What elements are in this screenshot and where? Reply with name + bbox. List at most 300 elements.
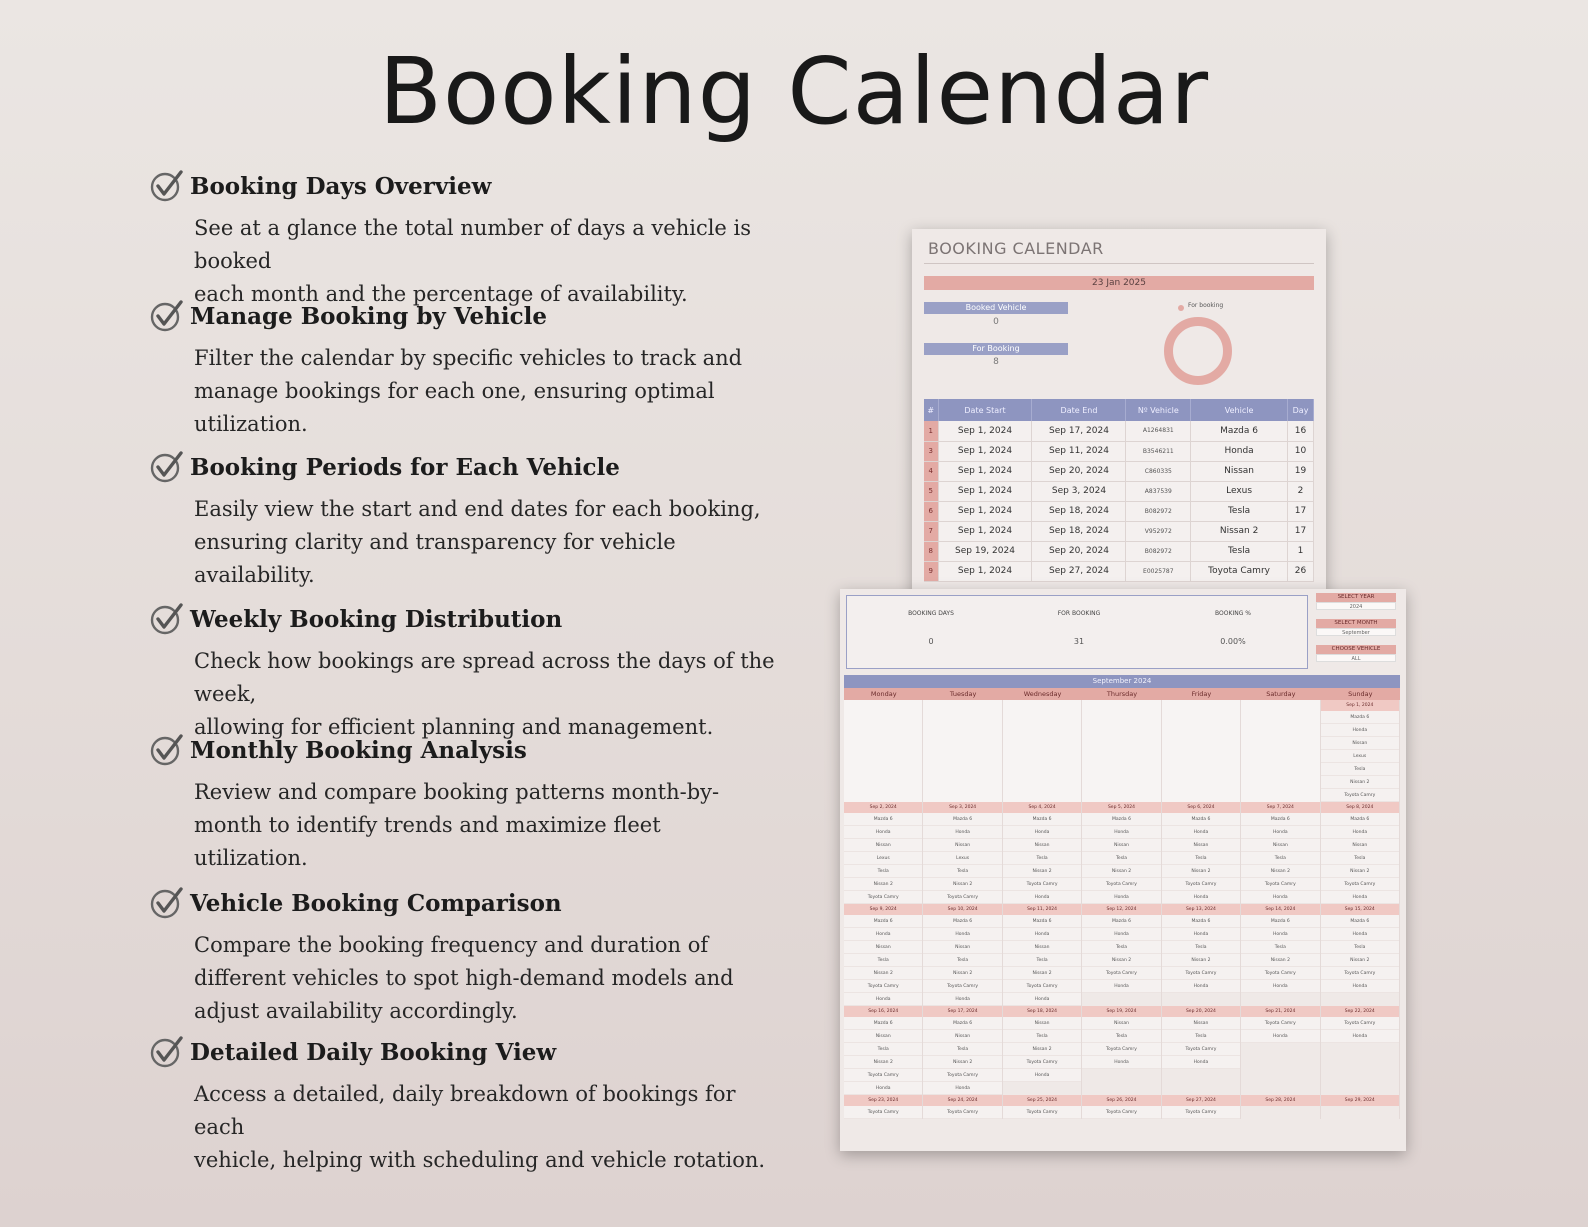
day-booking-item: Toyota Camry (1241, 1017, 1319, 1030)
day-booking-item: Toyota Camry (1241, 967, 1319, 980)
kpi-label: BOOKING DAYS (908, 610, 954, 617)
feature-header (150, 298, 790, 334)
table-cell: B082972 (1126, 541, 1191, 561)
calendar-day[interactable] (923, 1006, 1002, 1095)
feature-description-line: See at a glance the total number of days a vehicle is booked (194, 216, 752, 273)
day-booking-item: Honda (1082, 928, 1160, 941)
feature-description (194, 776, 790, 875)
day-booking-item: Nissan 2 (1082, 865, 1160, 878)
day-booking-item: Nissan 2 (923, 878, 1001, 891)
kpi-box (846, 595, 1308, 669)
feature-item (150, 601, 790, 744)
table-cell: Nissan 2 (1191, 521, 1288, 541)
page-title: Booking Calendar (378, 38, 1210, 145)
day-booking-item: Honda (1082, 891, 1160, 904)
day-booking-item: Toyota Camry (1321, 789, 1399, 802)
feature-header (150, 1034, 790, 1070)
table-row (924, 461, 1314, 481)
day-booking-item: Mazda 6 (844, 915, 922, 928)
calendar-day[interactable] (1162, 802, 1241, 904)
feature-title: Booking Days Overview (190, 172, 492, 200)
feature-description-line: Check how bookings are spread across the days of the week, (194, 649, 775, 706)
day-date: Sep 25, 2024 (1003, 1095, 1081, 1106)
day-booking-item: Toyota Camry (1003, 1106, 1081, 1119)
table-row (924, 501, 1314, 521)
day-booking-item: Lexus (844, 852, 922, 865)
day-booking-item: Mazda 6 (1321, 711, 1399, 724)
calendar-day[interactable] (1321, 904, 1400, 1006)
day-booking-item: Honda (844, 993, 922, 1006)
day-booking-item: Honda (1003, 1069, 1081, 1082)
calendar-day[interactable] (1162, 904, 1241, 1006)
day-booking-item: Tesla (1321, 763, 1399, 776)
calendar-day[interactable] (844, 904, 923, 1006)
table-cell: 5 (924, 481, 938, 501)
feature-description (194, 645, 790, 744)
feature-title: Detailed Daily Booking View (190, 1038, 557, 1066)
calendar-day[interactable] (1321, 1095, 1400, 1119)
calendar-day[interactable] (1321, 802, 1400, 904)
day-booking-item: Toyota Camry (844, 980, 922, 993)
day-date: Sep 8, 2024 (1321, 802, 1399, 813)
feature-description-line: Compare the booking frequency and duration of (194, 933, 709, 957)
day-booking-item: Nissan (1082, 839, 1160, 852)
table-cell: 6 (924, 501, 938, 521)
feature-description-line: different vehicles to spot high-demand models and (194, 966, 734, 990)
calendar-day[interactable] (1003, 802, 1082, 904)
feature-description-line: ensuring clarity and transparency for vehicle (194, 530, 676, 554)
feature-description-line: vehicle, helping with scheduling and vehicle rotation. (194, 1148, 766, 1172)
day-booking-item: Nissan (844, 839, 922, 852)
day-booking-item: Mazda 6 (1321, 813, 1399, 826)
table-cell: Sep 17, 2024 (1032, 421, 1126, 441)
feature-item (150, 1034, 790, 1177)
calendar-day[interactable] (1082, 802, 1161, 904)
select-year[interactable] (1316, 593, 1396, 610)
day-booking-item: Tesla (1003, 1030, 1081, 1043)
day-booking-item: Tesla (923, 1043, 1001, 1056)
day-booking-item: Toyota Camry (1321, 1017, 1399, 1030)
day-booking-item: Nissan 2 (1162, 954, 1240, 967)
calendar-day (1082, 700, 1161, 802)
day-booking-item: Honda (1321, 724, 1399, 737)
table-cell: 8 (924, 541, 938, 561)
day-booking-item: Toyota Camry (1162, 878, 1240, 891)
day-booking-item: Honda (923, 826, 1001, 839)
table-cell: Sep 18, 2024 (1032, 521, 1126, 541)
table-cell: B082972 (1126, 501, 1191, 521)
day-booking-item: Nissan (923, 941, 1001, 954)
table-cell: Sep 3, 2024 (1032, 481, 1126, 501)
day-booking-item: Tesla (923, 865, 1001, 878)
feature-description-line: Review and compare booking patterns month-by- (194, 780, 720, 804)
day-date: Sep 12, 2024 (1082, 904, 1160, 915)
day-date: Sep 3, 2024 (923, 802, 1001, 813)
day-booking-item: Mazda 6 (1321, 915, 1399, 928)
day-date: Sep 22, 2024 (1321, 1006, 1399, 1017)
day-date: Sep 27, 2024 (1162, 1095, 1240, 1106)
table-row (924, 561, 1314, 581)
day-booking-item: Nissan (923, 839, 1001, 852)
calendar-day[interactable] (1321, 1006, 1400, 1095)
calendar-week (844, 700, 1400, 802)
day-booking-item: Toyota Camry (923, 1069, 1001, 1082)
day-date: Sep 10, 2024 (923, 904, 1001, 915)
day-booking-item: Honda (844, 928, 922, 941)
day-booking-item: Honda (1241, 826, 1319, 839)
table-cell: Sep 1, 2024 (938, 461, 1032, 481)
day-booking-item: Toyota Camry (1162, 1043, 1240, 1056)
choose-vehicle-label: CHOOSE VEHICLE (1316, 645, 1396, 654)
day-booking-item: Nissan 2 (1082, 954, 1160, 967)
day-booking-item: Tesla (1162, 941, 1240, 954)
day-booking-item: Honda (1082, 980, 1160, 993)
day-date: Sep 26, 2024 (1082, 1095, 1160, 1106)
day-date: Sep 19, 2024 (1082, 1006, 1160, 1017)
day-booking-item: Honda (844, 1082, 922, 1095)
day-booking-item: Nissan 2 (1241, 954, 1319, 967)
booking-table (924, 399, 1314, 582)
table-cell: 7 (924, 521, 938, 541)
table-cell: Toyota Camry (1191, 561, 1288, 581)
column-header: Vehicle (1191, 399, 1288, 421)
calendar-day[interactable] (844, 802, 923, 904)
feature-item (150, 168, 790, 311)
day-date: Sep 11, 2024 (1003, 904, 1081, 915)
day-booking-item: Lexus (923, 852, 1001, 865)
table-cell: Tesla (1191, 541, 1288, 561)
day-booking-item: Toyota Camry (923, 980, 1001, 993)
calendar-day[interactable] (844, 1006, 923, 1095)
day-booking-item: Nissan (923, 1030, 1001, 1043)
calendar-day[interactable] (1003, 904, 1082, 1006)
day-date: Sep 9, 2024 (844, 904, 922, 915)
table-cell: V952972 (1126, 521, 1191, 541)
select-year-label: SELECT YEAR (1316, 593, 1396, 602)
day-date: Sep 16, 2024 (844, 1006, 922, 1017)
column-header: Nº Vehicle (1126, 399, 1191, 421)
calendar-day[interactable] (1082, 904, 1161, 1006)
day-booking-item: Honda (1321, 891, 1399, 904)
table-cell: A1264831 (1126, 421, 1191, 441)
table-cell: 1 (1288, 541, 1314, 561)
day-date: Sep 15, 2024 (1321, 904, 1399, 915)
calendar-week (844, 904, 1400, 1006)
day-booking-item: Nissan 2 (1162, 865, 1240, 878)
for-booking-value: 8 (993, 357, 999, 367)
table-cell: Sep 20, 2024 (1032, 541, 1126, 561)
day-booking-item: Nissan 2 (844, 878, 922, 891)
day-date: Sep 7, 2024 (1241, 802, 1319, 813)
day-booking-item: Honda (1241, 928, 1319, 941)
day-booking-item: Mazda 6 (1241, 915, 1319, 928)
feature-description-line: Filter the calendar by specific vehicles to track and (194, 346, 743, 370)
day-date: Sep 28, 2024 (1241, 1095, 1319, 1106)
calendar-day (1241, 700, 1320, 802)
day-booking-item: Tesla (1321, 852, 1399, 865)
calendar-day[interactable] (1162, 1006, 1241, 1095)
feature-item (150, 449, 790, 592)
calendar-day[interactable] (844, 1095, 923, 1119)
day-date: Sep 29, 2024 (1321, 1095, 1399, 1106)
calendar-day[interactable] (1082, 1095, 1161, 1119)
calendar-week (844, 1095, 1400, 1119)
feature-header (150, 449, 790, 485)
day-booking-item: Nissan (1003, 1017, 1081, 1030)
calendar-day[interactable] (1321, 700, 1400, 802)
day-booking-item: Toyota Camry (1321, 967, 1399, 980)
day-booking-item: Honda (1162, 891, 1240, 904)
table-cell: Mazda 6 (1191, 421, 1288, 441)
table-row (924, 481, 1314, 501)
feature-description-line: month to identify trends and maximize fleet (194, 813, 661, 837)
kpi-booking-percent (1173, 610, 1293, 646)
column-header: Date Start (938, 399, 1032, 421)
day-booking-item: Nissan (1003, 839, 1081, 852)
table-cell: 10 (1288, 441, 1314, 461)
day-date: Sep 4, 2024 (1003, 802, 1081, 813)
day-booking-item: Honda (1321, 980, 1399, 993)
day-date: Sep 1, 2024 (1321, 700, 1399, 711)
weekday-label: Monday (870, 690, 897, 698)
table-row (924, 521, 1314, 541)
day-booking-item: Nissan 2 (923, 1056, 1001, 1069)
weekday-header (844, 688, 1400, 700)
table-cell: E0025787 (1126, 561, 1191, 581)
table-row (924, 541, 1314, 561)
calendar-day[interactable] (923, 802, 1002, 904)
calendar-day (844, 700, 923, 802)
column-header: Date End (1032, 399, 1126, 421)
checkmark-icon (150, 299, 184, 333)
calendar-day[interactable] (1241, 1006, 1320, 1095)
day-booking-item: Toyota Camry (1082, 878, 1160, 891)
calendar-day[interactable] (923, 1095, 1002, 1119)
choose-vehicle[interactable] (1316, 645, 1396, 662)
feature-header (150, 885, 790, 921)
table-cell: B3546211 (1126, 441, 1191, 461)
day-booking-item: Honda (1321, 1030, 1399, 1043)
table-cell: 2 (1288, 481, 1314, 501)
day-booking-item: Nissan 2 (844, 1056, 922, 1069)
calendar-weeks (844, 700, 1400, 1119)
checkmark-icon (150, 169, 184, 203)
day-booking-item: Honda (1003, 993, 1081, 1006)
feature-title: Manage Booking by Vehicle (190, 302, 547, 330)
day-booking-item: Nissan 2 (1321, 954, 1399, 967)
day-booking-item: Nissan 2 (1321, 865, 1399, 878)
feature-description-line: each month and the percentage of availability. (194, 282, 688, 306)
select-month-value[interactable]: September (1316, 628, 1396, 636)
day-booking-item: Tesla (1082, 852, 1160, 865)
day-booking-item: Mazda 6 (923, 813, 1001, 826)
calendar-week (844, 1006, 1400, 1095)
day-booking-item: Mazda 6 (1162, 813, 1240, 826)
table-cell: 17 (1288, 501, 1314, 521)
calendar-day[interactable] (923, 904, 1002, 1006)
day-booking-item: Tesla (1003, 852, 1081, 865)
day-booking-item: Nissan (1003, 941, 1081, 954)
calendar-day (1162, 700, 1241, 802)
day-booking-item: Mazda 6 (1241, 813, 1319, 826)
day-booking-item: Tesla (844, 954, 922, 967)
calendar-day[interactable] (1162, 1095, 1241, 1119)
day-booking-item: Honda (1162, 980, 1240, 993)
feature-title: Weekly Booking Distribution (190, 605, 563, 633)
table-cell: 17 (1288, 521, 1314, 541)
day-booking-item: Honda (1082, 1056, 1160, 1069)
day-booking-item: Honda (923, 928, 1001, 941)
kpi-value: 31 (1073, 637, 1085, 646)
current-date: 23 Jan 2025 (924, 276, 1314, 290)
table-cell: A837539 (1126, 481, 1191, 501)
calendar-day[interactable] (1241, 904, 1320, 1006)
day-date: Sep 17, 2024 (923, 1006, 1001, 1017)
kpi-for-booking (1019, 610, 1139, 646)
day-booking-item: Mazda 6 (1082, 813, 1160, 826)
feature-description (194, 342, 790, 441)
weekday-label: Saturday (1266, 690, 1296, 698)
calendar-day (1003, 700, 1082, 802)
feature-item (150, 885, 790, 1028)
feature-title: Booking Periods for Each Vehicle (190, 453, 620, 481)
calendar-day[interactable] (1003, 1095, 1082, 1119)
day-booking-item: Mazda 6 (844, 813, 922, 826)
day-booking-item: Toyota Camry (844, 891, 922, 904)
day-booking-item: Toyota Camry (923, 1106, 1001, 1119)
kpi-label: BOOKING % (1215, 610, 1251, 617)
table-cell: Sep 1, 2024 (938, 521, 1032, 541)
weekday-label: Friday (1191, 690, 1212, 698)
day-booking-item: Nissan (1321, 737, 1399, 750)
day-date: Sep 5, 2024 (1082, 802, 1160, 813)
booked-vehicle-label: Booked Vehicle (924, 302, 1068, 314)
feature-item (150, 732, 790, 875)
day-booking-item: Toyota Camry (923, 891, 1001, 904)
table-cell: Sep 1, 2024 (938, 501, 1032, 521)
calendar-day[interactable] (1003, 1006, 1082, 1095)
day-booking-item: Nissan 2 (1321, 776, 1399, 789)
kpi-value: 0.00% (1220, 637, 1246, 646)
day-booking-item: Nissan (1162, 839, 1240, 852)
table-row (924, 441, 1314, 461)
day-booking-item: Toyota Camry (1082, 1043, 1160, 1056)
day-booking-item: Tesla (923, 954, 1001, 967)
calendar-week (844, 802, 1400, 904)
weekday-label: Wednesday (1023, 690, 1062, 698)
checkmark-icon (150, 733, 184, 767)
table-cell: Sep 1, 2024 (938, 561, 1032, 581)
day-booking-item: Tesla (1321, 941, 1399, 954)
day-date: Sep 13, 2024 (1162, 904, 1240, 915)
table-cell: 19 (1288, 461, 1314, 481)
feature-description-line: Easily view the start and end dates for each booking, (194, 497, 761, 521)
day-booking-item: Nissan 2 (844, 967, 922, 980)
day-booking-item: Tesla (1162, 1030, 1240, 1043)
day-booking-item: Tesla (1003, 954, 1081, 967)
day-booking-item: Toyota Camry (1162, 1106, 1240, 1119)
calendar-day[interactable] (1241, 1095, 1320, 1119)
day-date: Sep 14, 2024 (1241, 904, 1319, 915)
day-booking-item: Mazda 6 (923, 915, 1001, 928)
table-cell: 16 (1288, 421, 1314, 441)
day-date: Sep 18, 2024 (1003, 1006, 1081, 1017)
calendar-day[interactable] (1241, 802, 1320, 904)
calendar-month-title: September 2024 (844, 675, 1400, 688)
day-booking-item: Nissan 2 (1241, 865, 1319, 878)
table-cell: Nissan (1191, 461, 1288, 481)
table-cell: Sep 1, 2024 (938, 441, 1032, 461)
month-calendar (844, 675, 1400, 1119)
day-booking-item: Honda (1003, 826, 1081, 839)
day-booking-item: Toyota Camry (1082, 967, 1160, 980)
day-booking-item: Toyota Camry (1003, 980, 1081, 993)
day-booking-item: Lexus (1321, 750, 1399, 763)
day-booking-item: Honda (1162, 826, 1240, 839)
table-cell: Lexus (1191, 481, 1288, 501)
kpi-booking-days (871, 610, 991, 646)
booking-summary-sheet (912, 229, 1326, 599)
weekday-label: Tuesday (949, 690, 977, 698)
divider (924, 263, 1314, 264)
choose-vehicle-value[interactable]: ALL (1316, 654, 1396, 662)
table-cell: 1 (924, 421, 938, 441)
table-cell: Sep 20, 2024 (1032, 461, 1126, 481)
day-booking-item: Tesla (1082, 1030, 1160, 1043)
availability-donut (1164, 317, 1232, 385)
day-booking-item: Nissan (844, 941, 922, 954)
table-cell: Sep 11, 2024 (1032, 441, 1126, 461)
feature-description-line: utilization. (194, 412, 308, 436)
checkmark-icon (150, 450, 184, 484)
day-booking-item: Nissan (1241, 839, 1319, 852)
day-booking-item: Tesla (1241, 852, 1319, 865)
feature-description (194, 1078, 790, 1177)
calendar-day[interactable] (1082, 1006, 1161, 1095)
checkmark-icon (150, 1035, 184, 1069)
day-booking-item: Tesla (1241, 941, 1319, 954)
feature-item (150, 298, 790, 441)
day-booking-item: Honda (1321, 928, 1399, 941)
select-month[interactable] (1316, 619, 1396, 636)
feature-description-line: Access a detailed, daily breakdown of bookings for each (194, 1082, 736, 1139)
sheet-title: BOOKING CALENDAR (928, 239, 1104, 258)
legend-dot-icon (1178, 305, 1184, 311)
booked-vehicle-value: 0 (993, 317, 999, 327)
day-date: Sep 21, 2024 (1241, 1006, 1319, 1017)
day-booking-item: Toyota Camry (1003, 1056, 1081, 1069)
kpi-value: 0 (928, 637, 934, 646)
day-date: Sep 2, 2024 (844, 802, 922, 813)
feature-description-line: adjust availability accordingly. (194, 999, 518, 1023)
select-year-value[interactable]: 2024 (1316, 602, 1396, 610)
day-booking-item: Tesla (1082, 941, 1160, 954)
feature-description (194, 212, 790, 311)
feature-description-line: availability. (194, 563, 315, 587)
feature-title: Monthly Booking Analysis (190, 736, 527, 764)
day-booking-item: Nissan (1321, 839, 1399, 852)
day-booking-item: Nissan (1082, 1017, 1160, 1030)
day-booking-item: Mazda 6 (1082, 915, 1160, 928)
table-cell: 9 (924, 561, 938, 581)
checkmark-icon (150, 886, 184, 920)
day-booking-item: Nissan 2 (923, 967, 1001, 980)
day-booking-item: Toyota Camry (1082, 1106, 1160, 1119)
day-booking-item: Toyota Camry (844, 1069, 922, 1082)
feature-description (194, 929, 790, 1028)
table-cell: C860335 (1126, 461, 1191, 481)
for-booking-label: For Booking (924, 343, 1068, 355)
